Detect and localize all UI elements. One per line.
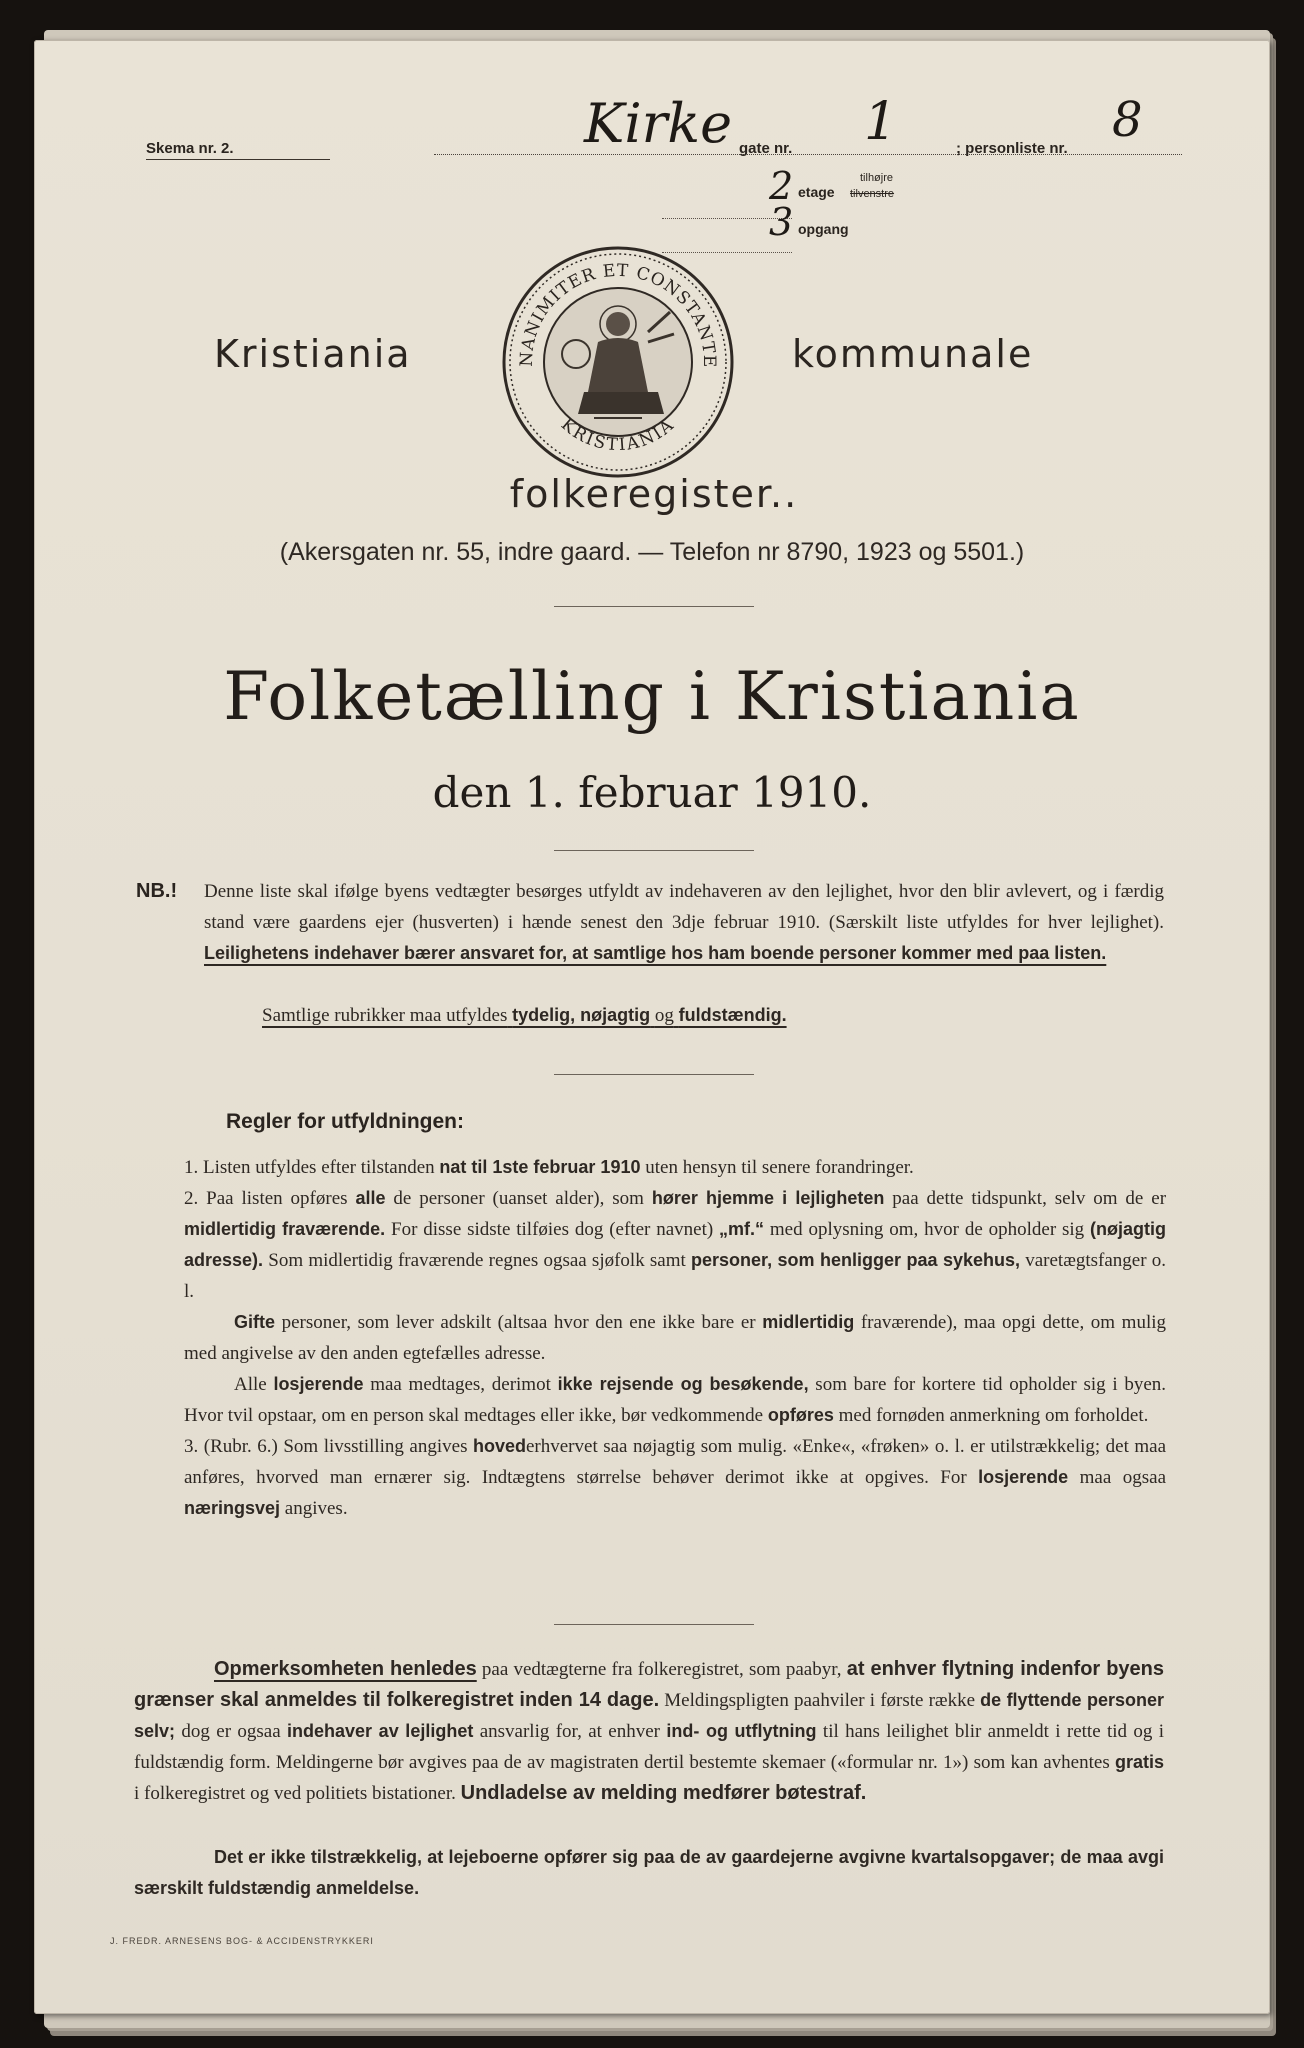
nb-fill-instruction: Samtlige rubrikker maa utfyldes tydelig, nøjagtig og fuldstændig. — [262, 1005, 787, 1026]
kristiania-seal-icon — [498, 242, 738, 482]
personliste-number-handwritten[interactable]: 8 — [1112, 92, 1143, 148]
page-title: Folketælling i Kristiania — [223, 658, 1081, 735]
office-address: (Akersgaten nr. 55, indre gaard. — Telefon nr 8790, 1923 og 5501.) — [279, 538, 1025, 566]
notice-final: Det er ikke tilstrækkelig, at lejeboerne opfører sig paa de av gaardejerne avgivne kvartalsopgaver; de maa avgi særskilt fuldstændig anmeldelse. — [134, 1847, 1164, 1898]
street-name-handwritten[interactable]: Kirke — [584, 92, 733, 155]
skema-label: Skema nr. 2. — [146, 140, 330, 160]
rule-2: 2. Paa listen opføres alle de personer (uanset alder), som hører hjemme i lejligheten paa dette tidspunkt, selv om de er midlertidig fraværende. For disse sidste tilføies dog (efter navnet) „mf.“ med oplysning om, hvor de opholder sig (nøjagtig adresse). Som midlertidig fraværende regnes ogsaa sjøfolk samt personer, som henligger paa sykehus, varetægtsfanger o. l. — [184, 1188, 1167, 1302]
divider — [554, 1074, 754, 1075]
rule-1: 1. Listen utfyldes efter tilstanden nat til 1ste februar 1910 uten hensyn til senere forandringer. — [184, 1157, 914, 1178]
rule-2-married: Gifte personer, som lever adskilt (altsaa hvor den ene ikke bare er midlertidig fraværende), maa opgi dette, om mulig med angivelse av den anden egtefælles adresse. — [184, 1312, 1167, 1364]
office-word-kristiania: Kristiania — [214, 332, 412, 376]
rules-list — [146, 1152, 1166, 1524]
rule-3: 3. (Rubr. 6.) Som livsstilling angives hovederhvervet saa nøjagtig som mulig. «Enke«, «frøken» o. l. er utilstrækkelig; det maa anføres, hvorved man ernærer sig. Indtægtens størrelse behøver derimot ikke at opgives. For losjerende maa ogsaa næringsvej angives. — [184, 1436, 1167, 1519]
rule-2-lodgers: Alle losjerende maa medtages, derimot ikke rejsende og besøkende, som bare for kortere tid opholder sig i byen. Hvor tvil opstaar, om en person skal medtages eller ikke, bør vedkommende opføres med fornøden anmerkning om forholdet. — [184, 1374, 1167, 1426]
personliste-label: ; personliste nr. — [956, 140, 1068, 157]
gate-label: gate nr. — [739, 140, 793, 157]
divider — [554, 1624, 754, 1625]
census-form-page — [34, 40, 1270, 2014]
opgang-label: opgang — [798, 221, 849, 237]
side-left-struck-label: tilvenstre — [850, 188, 895, 200]
nb-label: NB.! — [136, 880, 178, 902]
opgang-number-handwritten[interactable]: 3 — [769, 200, 794, 244]
seal-text-top: NANIMITER ET CONSTANTE — [516, 260, 720, 369]
office-word-kommunale: kommunale — [792, 332, 1034, 376]
nb-text: Denne liste skal ifølge byens vedtægter besørges utfyldt av indehaveren av den lejlighet, hvor den blir avlevert, og i færdig stand være gaardens ejer (husverten) i hænde senest den 3dje februar 1910. (Særskilt liste utfyldes for hver lejlighet). — [204, 881, 1164, 933]
registry-title: folkeregister.. — [509, 472, 799, 516]
address-line — [434, 98, 1182, 155]
etage-number-handwritten[interactable]: 2 — [769, 164, 794, 208]
rules-heading: Regler for utfyldningen: — [226, 1110, 464, 1133]
printer-imprint: J. FREDR. ARNESENS BOG- & ACCIDENSTRYKKERI — [110, 1936, 374, 1946]
side-right-label: tilhøjre — [860, 172, 894, 184]
etage-label: etage — [798, 184, 835, 200]
census-date: den 1. februar 1910. — [432, 768, 872, 817]
divider — [554, 606, 754, 607]
gate-number-handwritten[interactable]: 1 — [864, 92, 898, 152]
notice-paragraph: Opmerksomheten henledes paa vedtægterne fra folkeregistret, som paabyr, at enhver flytning indenfor byens grænser skal anmeldes til folkeregistret inden 14 dage. Meldingspligten paahviler i første række de flyttende personer selv; dog er ogsaa indehaver av lejlighet ansvarlig for, at enhver ind- og utflytning til hans leilighet blir anmeldt i rette tid og i fuldstændig form. Meldingerne bør avgives paa de av magistraten dertil bestemte skemaer («formular nr. 1») som kan avhentes gratis i folkeregistret og ved politiets bistationer. Undladelse av melding medfører bøtestraf. — [134, 1658, 1165, 1804]
divider — [554, 850, 754, 851]
nb-responsibility-text: Leilighetens indehaver bærer ansvaret for, at samtlige hos ham boende personer kommer med paa listen. — [204, 943, 1107, 963]
seal-text-bottom: KRISTIANIA — [557, 414, 679, 456]
nb-paragraph — [204, 876, 1164, 969]
